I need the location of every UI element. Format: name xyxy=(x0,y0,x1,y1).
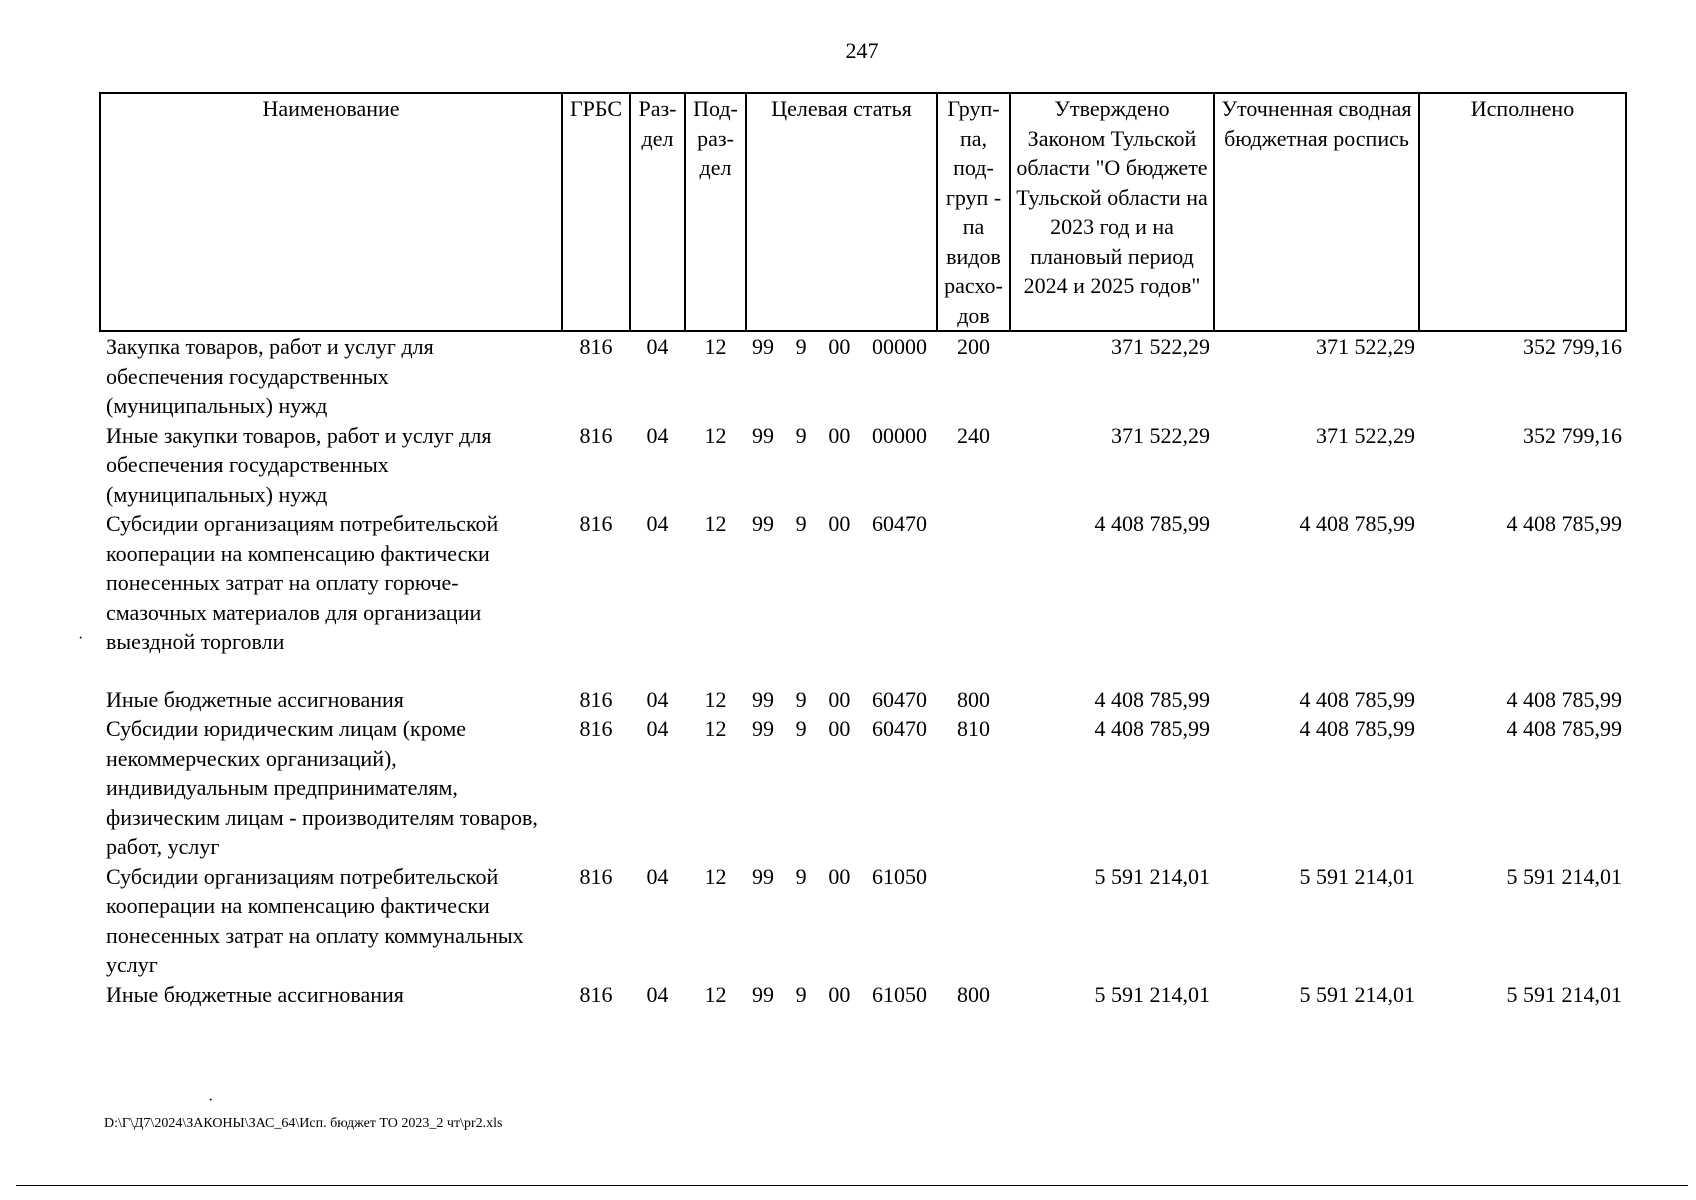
row-target xyxy=(746,862,937,980)
header-grbs: ГРБС xyxy=(562,93,630,331)
table-row xyxy=(100,509,1626,685)
row-executed: 352 799,16 xyxy=(1523,422,1622,448)
table-row xyxy=(100,685,1626,715)
row-podrazdel: 12 xyxy=(704,334,727,359)
target-part: 00 xyxy=(828,422,851,448)
target-part: 99 xyxy=(752,334,774,359)
row-group: 800 xyxy=(957,981,990,1007)
target-part: 9 xyxy=(795,511,807,536)
row-grbs: 816 xyxy=(579,334,613,359)
row-approved: 4 408 785,99 xyxy=(1094,716,1210,741)
row-target xyxy=(746,421,937,510)
row-refined: 4 408 785,99 xyxy=(1299,716,1415,741)
header-executed: Исполнено xyxy=(1419,93,1626,331)
row-grbs: 816 xyxy=(579,981,613,1007)
scan-dot: · xyxy=(78,630,84,647)
target-part: 9 xyxy=(795,716,807,741)
row-target xyxy=(746,509,937,685)
row-approved: 371 522,29 xyxy=(1111,334,1210,359)
row-refined: 4 408 785,99 xyxy=(1299,511,1415,536)
row-grbs: 816 xyxy=(579,863,613,889)
row-target xyxy=(746,685,937,715)
target-part: 9 xyxy=(795,334,807,359)
row-name: Субсидии организациям потребительской кооперации на компенсацию фактически понесенных затрат на оплату горюче-смазочных материалов для организации выездной торговли xyxy=(106,511,499,654)
row-name: Субсидии юридическим лицам (кроме некоммерческих организаций), индивидуальным предпринимателям, физическим лицам - производителям товаров, работ, услуг xyxy=(106,716,538,859)
row-executed: 4 408 785,99 xyxy=(1506,511,1622,536)
row-podrazdel: 12 xyxy=(704,863,727,889)
target-part: 60470 xyxy=(871,686,927,712)
row-executed: 4 408 785,99 xyxy=(1506,686,1622,712)
row-razdel: 04 xyxy=(646,863,669,889)
row-razdel: 04 xyxy=(646,716,669,741)
row-executed: 5 591 214,01 xyxy=(1506,863,1622,889)
row-executed: 352 799,16 xyxy=(1523,334,1622,359)
target-part: 00 xyxy=(828,863,851,889)
target-part: 99 xyxy=(752,686,774,712)
row-refined: 5 591 214,01 xyxy=(1299,981,1415,1007)
row-razdel: 04 xyxy=(646,981,669,1007)
file-path-footer: D:\Г\Д7\2024\ЗАКОНЫ\ЗАС_64\Исп. бюджет ТО 2023_2 чт\pr2.xls xyxy=(104,1116,503,1131)
row-executed: 5 591 214,01 xyxy=(1506,981,1622,1007)
target-part: 9 xyxy=(795,863,807,889)
header-name: Наименование xyxy=(100,93,562,331)
row-refined: 371 522,29 xyxy=(1316,334,1415,359)
target-part: 00 xyxy=(828,716,851,741)
target-part: 9 xyxy=(795,686,807,712)
target-part: 9 xyxy=(795,422,807,448)
header-target: Целевая статья xyxy=(746,93,937,331)
row-grbs: 816 xyxy=(579,511,613,536)
row-podrazdel: 12 xyxy=(704,716,727,741)
row-name: Субсидии организациям потребительской кооперации на компенсацию фактически понесенных затрат на оплату коммунальных услуг xyxy=(106,863,524,977)
target-part: 99 xyxy=(752,511,774,536)
header-approved: Утверждено Законом Тульской области "О бюджете Тульской области на 2023 год и на плановый период 2024 и 2025 годов" xyxy=(1010,93,1214,331)
row-refined: 371 522,29 xyxy=(1316,422,1415,448)
header-group: Груп-па, под-груп - па видов расхо-дов xyxy=(937,93,1010,331)
target-part: 99 xyxy=(752,863,774,889)
row-executed: 4 408 785,99 xyxy=(1506,716,1622,741)
row-podrazdel: 12 xyxy=(704,511,727,536)
page-bottom-rule xyxy=(16,1185,1688,1186)
row-grbs: 816 xyxy=(579,686,613,712)
row-group: 240 xyxy=(957,422,990,448)
row-name: Закупка товаров, работ и услуг для обеспечения государственных (муниципальных) нужд xyxy=(106,334,434,418)
row-group: 810 xyxy=(957,716,990,741)
row-target xyxy=(746,714,937,862)
row-refined: 4 408 785,99 xyxy=(1299,686,1415,712)
row-target xyxy=(746,331,937,421)
row-approved: 4 408 785,99 xyxy=(1094,686,1210,712)
row-group xyxy=(937,509,1010,685)
table-row xyxy=(100,980,1626,1010)
row-target xyxy=(746,980,937,1010)
row-refined: 5 591 214,01 xyxy=(1299,863,1415,889)
header-row xyxy=(100,93,1626,331)
row-name: Иные бюджетные ассигнования xyxy=(106,981,404,1007)
row-name: Иные бюджетные ассигнования xyxy=(106,686,404,712)
target-part: 00 xyxy=(828,511,851,536)
target-part: 99 xyxy=(752,716,774,741)
table-row xyxy=(100,714,1626,862)
target-part: 61050 xyxy=(871,863,927,889)
target-part: 60470 xyxy=(871,716,927,741)
target-part: 00000 xyxy=(871,422,927,448)
header-podrazdel: Под-раз-дел xyxy=(685,93,746,331)
header-razdel: Раз-дел xyxy=(630,93,685,331)
row-podrazdel: 12 xyxy=(704,686,727,712)
row-podrazdel: 12 xyxy=(704,981,727,1007)
target-part: 99 xyxy=(752,422,774,448)
row-group: 200 xyxy=(957,334,990,359)
row-group xyxy=(937,862,1010,980)
row-approved: 371 522,29 xyxy=(1111,422,1210,448)
row-razdel: 04 xyxy=(646,334,669,359)
row-approved: 5 591 214,01 xyxy=(1094,863,1210,889)
row-grbs: 816 xyxy=(579,422,613,448)
row-podrazdel: 12 xyxy=(704,422,727,448)
row-razdel: 04 xyxy=(646,686,669,712)
target-part: 99 xyxy=(752,981,774,1007)
page-number: 247 xyxy=(845,38,879,63)
scan-dot: · xyxy=(208,1092,214,1109)
row-grbs: 816 xyxy=(579,716,613,741)
target-part: 60470 xyxy=(871,511,927,536)
target-part: 00 xyxy=(828,686,851,712)
row-group: 800 xyxy=(957,686,990,712)
table-row xyxy=(100,862,1626,980)
budget-table xyxy=(99,92,1627,1009)
target-part: 00 xyxy=(828,334,851,359)
target-part: 9 xyxy=(795,981,807,1007)
target-part: 00000 xyxy=(871,334,927,359)
row-razdel: 04 xyxy=(646,422,669,448)
target-part: 61050 xyxy=(871,981,927,1007)
header-refined: Уточненная сводная бюджетная роспись xyxy=(1214,93,1419,331)
table-row xyxy=(100,331,1626,421)
row-approved: 5 591 214,01 xyxy=(1094,981,1210,1007)
row-approved: 4 408 785,99 xyxy=(1094,511,1210,536)
row-name: Иные закупки товаров, работ и услуг для обеспечения государственных (муниципальных) нужд xyxy=(106,422,492,507)
table-row xyxy=(100,421,1626,510)
row-razdel: 04 xyxy=(646,511,669,536)
target-part: 00 xyxy=(828,981,851,1007)
